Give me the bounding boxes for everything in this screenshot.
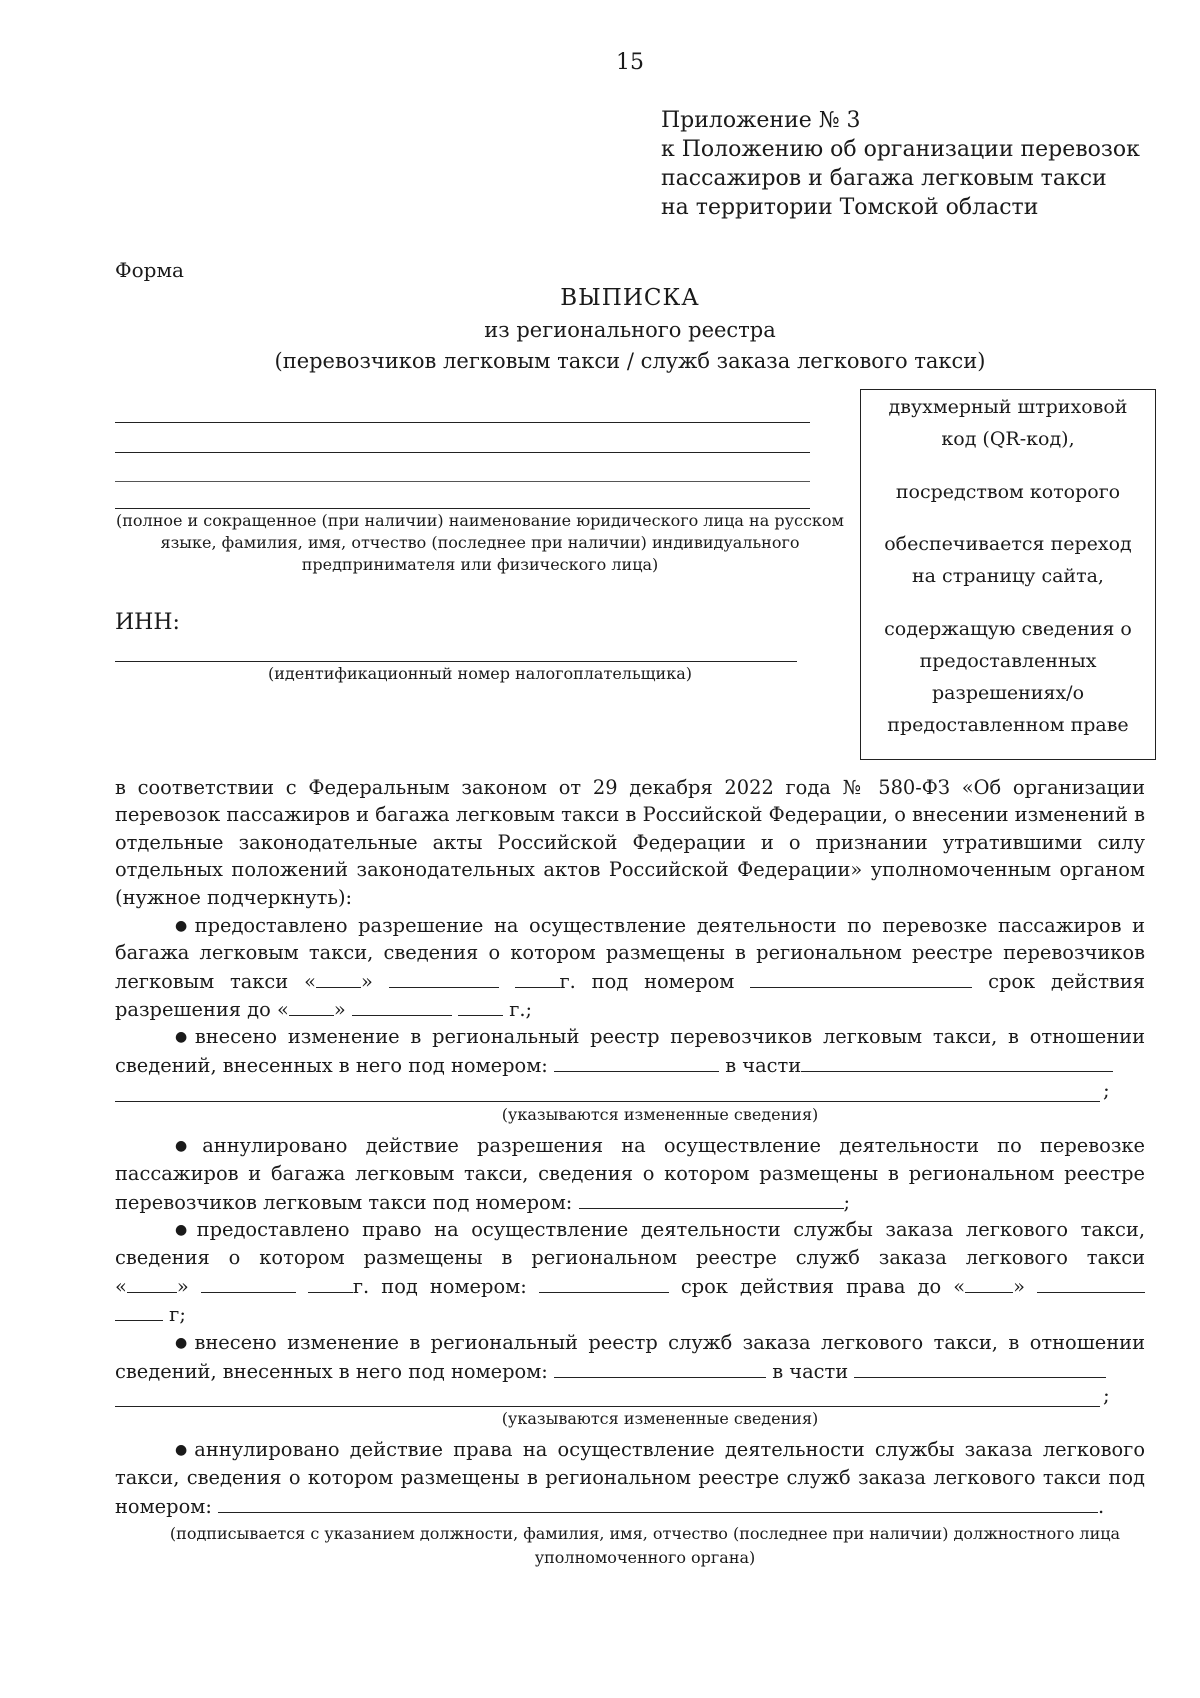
item-line	[115, 1302, 186, 1326]
item-text: сведений, внесенных в него под номером:	[115, 1360, 548, 1383]
intro-line: (нужное подчеркнуть):	[115, 886, 353, 909]
item-text: срок	[988, 970, 1036, 993]
qr-box-text: предоставленном праве	[887, 714, 1129, 736]
item-text: действия	[740, 1275, 834, 1298]
intro-line: отдельные законодательные акты Российской Федерации и о признании утратившими силу	[115, 831, 1145, 854]
quote-mark: «	[115, 1275, 127, 1298]
day-field[interactable]	[127, 1274, 177, 1293]
name-field-line[interactable]	[115, 481, 810, 482]
item-line	[115, 1274, 1145, 1298]
item-line: пассажиров и багажа легковым такси, сведения о котором размещены в региональном реестре	[115, 1162, 1145, 1185]
item-text: в части	[725, 1054, 802, 1077]
document-subtitle	[0, 315, 1200, 377]
item-text: сведений, внесенных в него под номером:	[115, 1054, 548, 1077]
item-text	[953, 1275, 1025, 1298]
item-text: перевозчиков легковым такси под номером:	[115, 1191, 573, 1214]
qr-box-text: обеспечивается переход	[884, 533, 1132, 555]
intro-line: отдельных положений законодательных актов Российской Федерации» уполномоченным органом	[115, 858, 1145, 881]
inn-field-line[interactable]	[115, 661, 797, 662]
item-text: предоставлено разрешение на осуществление деятельности по перевозке пассажиров и	[194, 914, 1145, 937]
item-text: срок	[680, 1275, 728, 1298]
item-text: г;	[169, 1303, 186, 1326]
annulled-right-number-field[interactable]	[218, 1494, 1098, 1513]
changed-info-caption: (указываются измененные сведения)	[501, 1409, 819, 1428]
record-number-field[interactable]	[554, 1359, 766, 1378]
item-text	[308, 1275, 369, 1298]
item-text: г.;	[509, 998, 533, 1021]
bullet-icon: ●	[175, 1442, 192, 1458]
quote-mark: «	[953, 1275, 966, 1298]
item-text: легковым такси	[115, 970, 289, 993]
bullet-icon: ●	[175, 1138, 200, 1154]
item-text: предоставлено право на осуществление деятельности службы заказа легкового такси,	[196, 1218, 1146, 1241]
item-text	[515, 970, 576, 993]
quote-mark: »	[333, 998, 346, 1021]
period: .	[1098, 1495, 1105, 1518]
item-text: аннулировано действие разрешения на осуществление деятельности по перевозке	[202, 1134, 1145, 1157]
item-line	[115, 997, 532, 1021]
item-carrier-change[interactable]	[175, 1025, 1145, 1048]
item-text: внесено изменение в региональный реестр перевозчиков легковым такси, в отношении	[194, 1025, 1145, 1048]
name-field-line[interactable]	[115, 422, 810, 423]
month-field[interactable]	[389, 969, 499, 988]
year-suffix: г.	[559, 970, 576, 993]
document-title: ВЫПИСКА	[560, 285, 700, 311]
inn-caption: (идентификационный номер налогоплательщика)	[268, 664, 692, 683]
item-permit-annulled[interactable]	[175, 1134, 1145, 1157]
qr-box-text: двухмерный штриховой	[888, 396, 1128, 418]
name-field-line[interactable]	[115, 508, 810, 509]
permit-number-field[interactable]	[750, 969, 972, 988]
item-line: такси, сведения о котором размещены в региональном реестре служб заказа легкового такси под	[115, 1466, 1145, 1489]
item-permit-granted[interactable]	[175, 914, 1145, 937]
year-field[interactable]	[515, 969, 560, 988]
expiry-day-field[interactable]	[289, 997, 334, 1016]
qr-box-text: код (QR-код),	[941, 428, 1075, 450]
change-details-field[interactable]	[801, 1053, 1113, 1072]
signature-caption	[150, 1522, 1140, 1570]
subtitle-line: (перевозчиков легковым такси / служб заказа легкового такси)	[274, 349, 986, 373]
change-details-line[interactable]	[115, 1101, 1100, 1102]
subtitle-line: из регионального реестра	[484, 318, 776, 342]
name-caption: (полное и сокращенное (при наличии) наименование юридического лица на русском языке, фамилия, имя, отчество (последнее при наличии) индивидуального предпринимателя или физического лица)	[116, 511, 844, 574]
item-service-change[interactable]	[175, 1331, 1145, 1354]
change-details-line[interactable]	[115, 1406, 1100, 1407]
item-line	[115, 1494, 1104, 1518]
qr-box-text: предоставленных	[919, 650, 1097, 672]
intro-line: в соответствии с Федеральным законом от 29 декабря 2022 года № 580-ФЗ «Об организации	[115, 776, 1145, 799]
appendix-line: пассажиров и багажа легковым такси	[661, 166, 1107, 191]
qr-code-box	[860, 389, 1156, 760]
day-field[interactable]	[316, 969, 361, 988]
item-text: права	[846, 1275, 906, 1298]
semicolon: ;	[843, 1191, 851, 1214]
quote-mark: »	[360, 970, 373, 993]
item-text	[304, 970, 373, 993]
bullet-icon: ●	[175, 918, 192, 934]
quote-mark: »	[1013, 1275, 1025, 1298]
item-text: до	[917, 1275, 942, 1298]
year-field[interactable]	[308, 1274, 353, 1293]
item-right-annulled[interactable]	[175, 1438, 1145, 1461]
quote-mark: »	[176, 1275, 189, 1298]
expiry-year-field[interactable]	[115, 1302, 163, 1321]
year-suffix: г.	[352, 1275, 370, 1298]
qr-box-text: посредством которого	[895, 481, 1121, 503]
item-text: под	[381, 1275, 418, 1298]
inn-label: ИНН:	[115, 610, 180, 635]
qr-box-text: разрешениях/о	[931, 682, 1085, 704]
bullet-icon: ●	[175, 1029, 192, 1045]
month-field[interactable]	[201, 1274, 296, 1293]
item-text: номером	[644, 970, 735, 993]
expiry-day-field[interactable]	[965, 1274, 1013, 1293]
semicolon: ;	[1103, 1078, 1110, 1102]
changed-info-caption: (указываются измененные сведения)	[501, 1105, 819, 1124]
appendix-line: Приложение № 3	[661, 108, 861, 133]
expiry-month-field[interactable]	[1037, 1274, 1145, 1293]
semicolon: ;	[1103, 1383, 1110, 1407]
form-label: Форма	[115, 258, 184, 282]
intro-line: перевозок пассажиров и багажа легковым такси в Российской Федерации, о внесении изменений в	[115, 803, 1145, 826]
expiry-month-field[interactable]	[352, 997, 452, 1016]
item-text: внесено изменение в региональный реестр служб заказа легкового такси, в отношении	[194, 1331, 1145, 1354]
appendix-line: на территории Томской области	[661, 195, 1039, 220]
appendix-line: к Положению об организации перевозок	[661, 137, 1140, 162]
item-line	[115, 1053, 1113, 1077]
signature-caption-line: (подписывается с указанием должности, фамилия, имя, отчество (последнее при наличии) должностного лица	[169, 1524, 1121, 1543]
right-number-field[interactable]	[539, 1274, 669, 1293]
bullet-icon: ●	[175, 1222, 194, 1238]
change-details-field[interactable]	[854, 1359, 1106, 1378]
item-text	[115, 1275, 189, 1298]
annulled-permit-number-field[interactable]	[579, 1190, 844, 1209]
qr-box-text: содержащую сведения о	[884, 618, 1132, 640]
name-field-line[interactable]	[115, 452, 810, 453]
expiry-year-field[interactable]	[458, 997, 503, 1016]
appendix-header	[661, 106, 1140, 222]
quote-mark: «	[304, 970, 316, 993]
item-text: разрешения до «	[115, 998, 289, 1021]
qr-box-text: на страницу сайта,	[912, 565, 1104, 587]
signature-caption-line: уполномоченного органа)	[534, 1548, 756, 1567]
bullet-icon: ●	[175, 1335, 192, 1351]
item-line	[115, 1359, 1106, 1383]
page-number: 15	[616, 50, 644, 75]
item-line	[115, 1190, 850, 1214]
item-line: багажа легковым такси, сведения о котором размещены в региональном реестре перевозчиков	[115, 941, 1145, 964]
item-line	[115, 969, 1145, 993]
item-text: в части	[772, 1360, 849, 1383]
item-text: под	[591, 970, 629, 993]
item-right-granted[interactable]	[175, 1218, 1145, 1241]
item-text: действия	[1051, 970, 1145, 993]
item-text: номером:	[429, 1275, 527, 1298]
item-text: аннулировано действие права на осуществление деятельности службы заказа легкового	[194, 1438, 1146, 1461]
item-line: сведения о котором размещены в региональном реестре служб заказа легкового такси	[115, 1246, 1145, 1269]
record-number-field[interactable]	[554, 1053, 719, 1072]
item-text: номером:	[115, 1495, 212, 1518]
